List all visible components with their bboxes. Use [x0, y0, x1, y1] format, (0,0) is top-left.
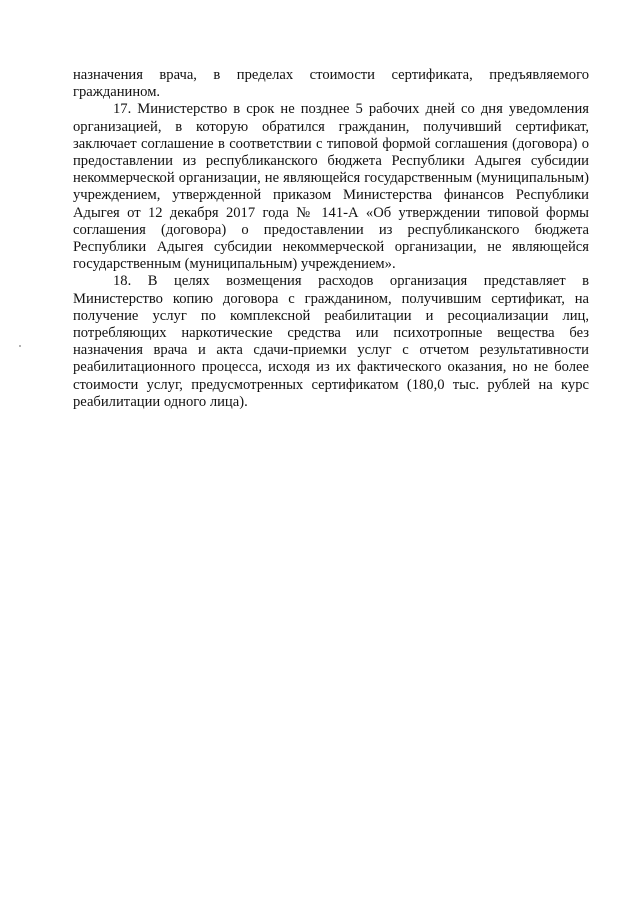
document-body	[73, 67, 589, 411]
paragraph-17: 17. Министерство в срок не позднее 5 рабочих дней со дня уведомления организацией, в которую обратился гражданин, получивший сертификат, заключает соглашение в соответствии с типовой формой соглашения (договора) о предоставлении из республиканского бюджета Республики Адыгея субсидии некоммерческой организации, не являющейся государственным (муниципальным) учреждением, утвержденной приказом Министерства финансов Республики Адыгея от 12 декабря 2017 года № 141-А «Об утверждении типовой формы соглашения (договора) о предоставлении из республиканского бюджета Республики Адыгея субсидии некоммерческой организации, не являющейся государственным (муниципальным) учреждением».	[73, 101, 589, 273]
paragraph-18: 18. В целях возмещения расходов организация представляет в Министерство копию договора с гражданином, получившим сертификат, на получение услуг по комплексной реабилитации и ресоциализации лиц, потребляющих наркотические средства или психотропные вещества без назначения врача и акта сдачи-приемки услуг с отчетом результативности реабилитационного процесса, исходя из их фактического оказания, но не более стоимости услуг, предусмотренных сертификатом (180,0 тыс. рублей на курс реабилитации одного лица).	[73, 273, 589, 410]
scan-dot-mark	[19, 345, 21, 347]
paragraph-continuation: назначения врача, в пределах стоимости сертификата, предъявляемого гражданином.	[73, 67, 589, 101]
